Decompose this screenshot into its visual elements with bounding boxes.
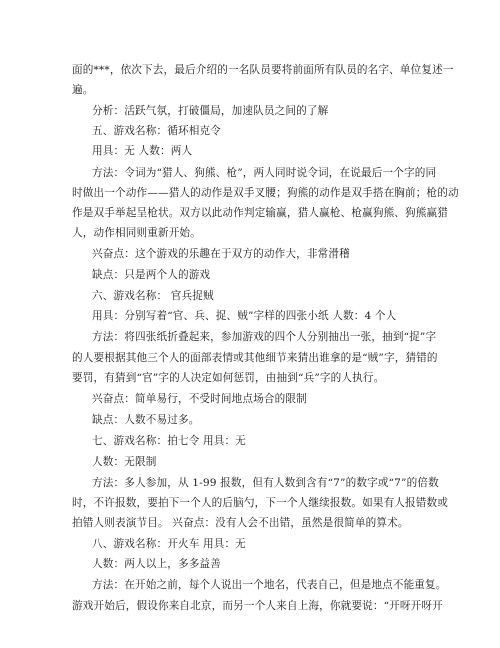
text-line: 缺点：人数不易过多。: [92, 414, 200, 426]
analysis-line: 分析：活跃气氛，打破僵局，加速队员之间的了解: [92, 105, 329, 117]
text-line: 用具：分别写着“官、兵、捉、贼”字样的四张小纸 人数：4 个人: [92, 310, 397, 322]
text-line: 要罚，有猜到“官”字的人决定如何惩罚，由抽到“兵”字的人执行。: [72, 372, 385, 384]
text-line: 人，动作相同则重新开始。: [72, 227, 201, 239]
text-line: 用具：无 人数：两人: [92, 145, 193, 157]
section-heading-7: 七、游戏名称：拍七令 用具：无: [92, 435, 246, 447]
text-line: 面的***，依次下去，最后介绍的一名队员要将前面所有队员的名字、单位复述一: [72, 64, 454, 76]
text-line: 拍错人则表演节目。 兴奋点：没有人会不出错，虽然是很简单的算术。: [72, 517, 409, 529]
section-heading-8: 八、游戏名称：开火车 用具：无: [92, 538, 246, 550]
text-line: 缺点：只是两个人的游戏: [92, 269, 211, 281]
section-heading-5: 五、游戏名称：循环相克令: [92, 125, 221, 137]
text-line: 方法：在开始之前，每个人说出一个地名，代表自己，但是地点不能重复。: [92, 579, 447, 591]
text-line: 人数：无限制: [92, 456, 157, 468]
text-line: 方法：令词为“猎人、狗熊、枪”，两人同时说令词，在说最后一个字的同: [92, 167, 437, 179]
section-heading-6: 六、游戏名称： 官兵捉贼: [92, 290, 214, 302]
text-line: 方法：将四张纸折叠起来，参加游戏的四个人分别抽出一张，抽到“捉”字: [92, 331, 437, 343]
text-line: 方法：多人参加，从 1-99 报数，但有人数到含有“7”的数字或“7”的倍数: [92, 477, 439, 489]
text-line: 兴奋点：简单易行，不受时间地点场合的限制: [92, 393, 307, 405]
text-line: 遍。: [72, 84, 94, 96]
text-line: 时做出一个动作——猎人的动作是双手叉腰；狗熊的动作是双手搭在胸前；枪的动: [72, 187, 459, 199]
text-line: 的人要根据其他三个人的面部表情或其他细节来猜出谁拿的是“贼”字，猜错的: [72, 352, 438, 364]
text-line: 兴奋点：这个游戏的乐趣在于双方的动作大，非常滑稽: [92, 248, 350, 260]
text-line: 人数：两人以上，多多益善: [92, 558, 221, 570]
text-line: 作是双手举起呈枪状。双方以此动作判定输赢，猎人赢枪、枪赢狗熊、狗熊赢猎: [72, 207, 449, 219]
text-line: 时，不许报数，要拍下一个人的后脑勺，下一个人继续报数。如果有人报错数或: [72, 497, 449, 509]
text-line: 游戏开始后，假设你来自北京，而另一个人来自上海，你就要说：“开呀开呀开: [72, 600, 443, 612]
